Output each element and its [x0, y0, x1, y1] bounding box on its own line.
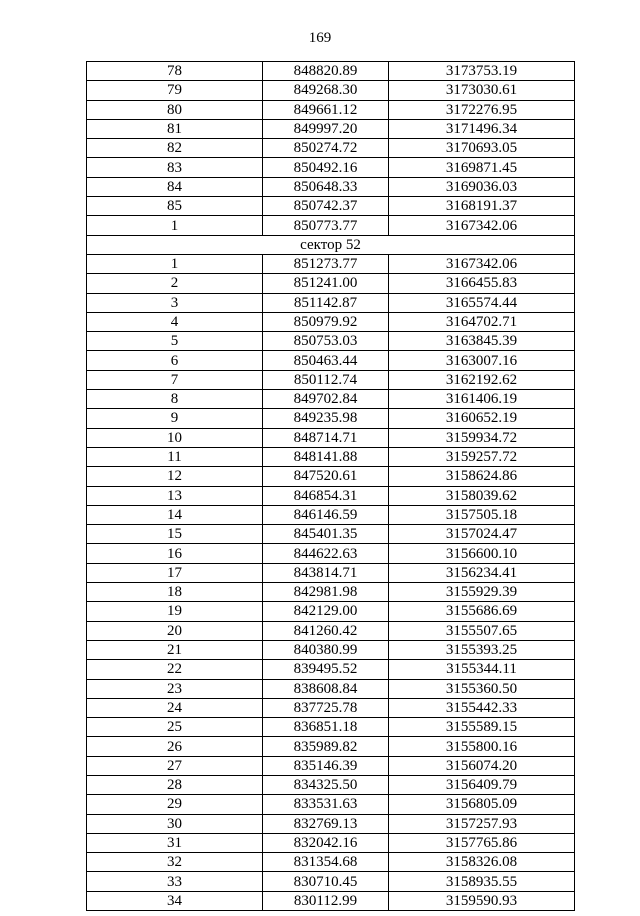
point-number-cell: 28	[87, 775, 263, 794]
y-coordinate-cell: 3165574.44	[389, 293, 575, 312]
x-coordinate-cell: 835146.39	[263, 756, 389, 775]
x-coordinate-cell: 850112.74	[263, 370, 389, 389]
table-row	[87, 274, 575, 293]
x-coordinate-cell: 831354.68	[263, 853, 389, 872]
point-number-cell: 26	[87, 737, 263, 756]
x-coordinate-cell: 850274.72	[263, 139, 389, 158]
x-coordinate-cell: 850753.03	[263, 332, 389, 351]
y-coordinate-cell: 3158039.62	[389, 486, 575, 505]
x-coordinate-cell: 847520.61	[263, 467, 389, 486]
y-coordinate-cell: 3169036.03	[389, 177, 575, 196]
x-coordinate-cell: 830112.99	[263, 891, 389, 910]
point-number-cell: 17	[87, 563, 263, 582]
table-row	[87, 409, 575, 428]
table-row	[87, 544, 575, 563]
point-number-cell: 13	[87, 486, 263, 505]
y-coordinate-cell: 3155800.16	[389, 737, 575, 756]
point-number-cell: 3	[87, 293, 263, 312]
table-row	[87, 756, 575, 775]
table-row	[87, 293, 575, 312]
x-coordinate-cell: 830710.45	[263, 872, 389, 891]
table-row	[87, 216, 575, 235]
table-row	[87, 853, 575, 872]
point-number-cell: 20	[87, 621, 263, 640]
y-coordinate-cell: 3157765.86	[389, 833, 575, 852]
x-coordinate-cell: 834325.50	[263, 775, 389, 794]
y-coordinate-cell: 3163007.16	[389, 351, 575, 370]
point-number-cell: 34	[87, 891, 263, 910]
table-row	[87, 718, 575, 737]
table-row	[87, 62, 575, 81]
point-number-cell: 80	[87, 100, 263, 119]
x-coordinate-cell: 832042.16	[263, 833, 389, 852]
x-coordinate-cell: 848714.71	[263, 428, 389, 447]
table-row	[87, 351, 575, 370]
y-coordinate-cell: 3155344.11	[389, 660, 575, 679]
y-coordinate-cell: 3155686.69	[389, 602, 575, 621]
x-coordinate-cell: 835989.82	[263, 737, 389, 756]
y-coordinate-cell: 3158624.86	[389, 467, 575, 486]
point-number-cell: 15	[87, 525, 263, 544]
point-number-cell: 8	[87, 390, 263, 409]
table-row	[87, 447, 575, 466]
x-coordinate-cell: 839495.52	[263, 660, 389, 679]
table-row	[87, 525, 575, 544]
table-row	[87, 640, 575, 659]
point-number-cell: 10	[87, 428, 263, 447]
table-row	[87, 428, 575, 447]
point-number-cell: 14	[87, 505, 263, 524]
table-row	[87, 698, 575, 717]
x-coordinate-cell: 851241.00	[263, 274, 389, 293]
y-coordinate-cell: 3156074.20	[389, 756, 575, 775]
y-coordinate-cell: 3164702.71	[389, 312, 575, 331]
point-number-cell: 4	[87, 312, 263, 331]
y-coordinate-cell: 3170693.05	[389, 139, 575, 158]
point-number-cell: 33	[87, 872, 263, 891]
y-coordinate-cell: 3156600.10	[389, 544, 575, 563]
point-number-cell: 32	[87, 853, 263, 872]
x-coordinate-cell: 848141.88	[263, 447, 389, 466]
y-coordinate-cell: 3155589.15	[389, 718, 575, 737]
y-coordinate-cell: 3157505.18	[389, 505, 575, 524]
table-row	[87, 505, 575, 524]
y-coordinate-cell: 3156409.79	[389, 775, 575, 794]
x-coordinate-cell: 838608.84	[263, 679, 389, 698]
x-coordinate-cell: 833531.63	[263, 795, 389, 814]
y-coordinate-cell: 3158935.55	[389, 872, 575, 891]
x-coordinate-cell: 849235.98	[263, 409, 389, 428]
y-coordinate-cell: 3167342.06	[389, 254, 575, 273]
x-coordinate-cell: 850648.33	[263, 177, 389, 196]
point-number-cell: 27	[87, 756, 263, 775]
y-coordinate-cell: 3173030.61	[389, 81, 575, 100]
point-number-cell: 2	[87, 274, 263, 293]
y-coordinate-cell: 3155929.39	[389, 583, 575, 602]
y-coordinate-cell: 3173753.19	[389, 62, 575, 81]
table-row	[87, 81, 575, 100]
y-coordinate-cell: 3158326.08	[389, 853, 575, 872]
point-number-cell: 85	[87, 197, 263, 216]
y-coordinate-cell: 3171496.34	[389, 119, 575, 138]
x-coordinate-cell: 848820.89	[263, 62, 389, 81]
y-coordinate-cell: 3156234.41	[389, 563, 575, 582]
y-coordinate-cell: 3155442.33	[389, 698, 575, 717]
table-row	[87, 795, 575, 814]
x-coordinate-cell: 844622.63	[263, 544, 389, 563]
point-number-cell: 22	[87, 660, 263, 679]
point-number-cell: 82	[87, 139, 263, 158]
table-row	[87, 177, 575, 196]
table-row	[87, 775, 575, 794]
table-row	[87, 486, 575, 505]
table-row	[87, 370, 575, 389]
point-number-cell: 1	[87, 216, 263, 235]
table-row	[87, 563, 575, 582]
x-coordinate-cell: 841260.42	[263, 621, 389, 640]
point-number-cell: 5	[87, 332, 263, 351]
point-number-cell: 16	[87, 544, 263, 563]
table-row	[87, 583, 575, 602]
coordinates-table	[86, 61, 575, 911]
point-number-cell: 30	[87, 814, 263, 833]
section-title: сектор 52	[87, 235, 575, 254]
x-coordinate-cell: 849661.12	[263, 100, 389, 119]
point-number-cell: 79	[87, 81, 263, 100]
point-number-cell: 1	[87, 254, 263, 273]
table-row	[87, 621, 575, 640]
table-row	[87, 197, 575, 216]
point-number-cell: 7	[87, 370, 263, 389]
x-coordinate-cell: 850742.37	[263, 197, 389, 216]
y-coordinate-cell: 3159590.93	[389, 891, 575, 910]
y-coordinate-cell: 3157024.47	[389, 525, 575, 544]
x-coordinate-cell: 850979.92	[263, 312, 389, 331]
y-coordinate-cell: 3155507.65	[389, 621, 575, 640]
x-coordinate-cell: 843814.71	[263, 563, 389, 582]
table-row	[87, 467, 575, 486]
x-coordinate-cell: 832769.13	[263, 814, 389, 833]
y-coordinate-cell: 3159257.72	[389, 447, 575, 466]
x-coordinate-cell: 850773.77	[263, 216, 389, 235]
point-number-cell: 25	[87, 718, 263, 737]
table-row	[87, 100, 575, 119]
x-coordinate-cell: 849997.20	[263, 119, 389, 138]
y-coordinate-cell: 3167342.06	[389, 216, 575, 235]
table-row	[87, 390, 575, 409]
point-number-cell: 6	[87, 351, 263, 370]
y-coordinate-cell: 3172276.95	[389, 100, 575, 119]
point-number-cell: 11	[87, 447, 263, 466]
page-number: 169	[308, 30, 332, 46]
table-row	[87, 814, 575, 833]
table-row	[87, 332, 575, 351]
table-row	[87, 254, 575, 273]
section-header-row	[87, 235, 575, 254]
x-coordinate-cell: 849268.30	[263, 81, 389, 100]
y-coordinate-cell: 3169871.45	[389, 158, 575, 177]
x-coordinate-cell: 845401.35	[263, 525, 389, 544]
y-coordinate-cell: 3160652.19	[389, 409, 575, 428]
x-coordinate-cell: 842981.98	[263, 583, 389, 602]
x-coordinate-cell: 836851.18	[263, 718, 389, 737]
x-coordinate-cell: 837725.78	[263, 698, 389, 717]
y-coordinate-cell: 3163845.39	[389, 332, 575, 351]
table-row	[87, 602, 575, 621]
point-number-cell: 9	[87, 409, 263, 428]
point-number-cell: 78	[87, 62, 263, 81]
table-row	[87, 139, 575, 158]
x-coordinate-cell: 842129.00	[263, 602, 389, 621]
table-row	[87, 158, 575, 177]
point-number-cell: 12	[87, 467, 263, 486]
y-coordinate-cell: 3161406.19	[389, 390, 575, 409]
x-coordinate-cell: 849702.84	[263, 390, 389, 409]
x-coordinate-cell: 846854.31	[263, 486, 389, 505]
coordinates-table-body	[87, 62, 575, 911]
table-row	[87, 679, 575, 698]
point-number-cell: 81	[87, 119, 263, 138]
point-number-cell: 19	[87, 602, 263, 621]
y-coordinate-cell: 3159934.72	[389, 428, 575, 447]
y-coordinate-cell: 3168191.37	[389, 197, 575, 216]
y-coordinate-cell: 3157257.93	[389, 814, 575, 833]
x-coordinate-cell: 850463.44	[263, 351, 389, 370]
point-number-cell: 18	[87, 583, 263, 602]
point-number-cell: 21	[87, 640, 263, 659]
point-number-cell: 83	[87, 158, 263, 177]
table-row	[87, 119, 575, 138]
x-coordinate-cell: 851142.87	[263, 293, 389, 312]
y-coordinate-cell: 3156805.09	[389, 795, 575, 814]
table-row	[87, 891, 575, 910]
point-number-cell: 23	[87, 679, 263, 698]
x-coordinate-cell: 850492.16	[263, 158, 389, 177]
y-coordinate-cell: 3155360.50	[389, 679, 575, 698]
point-number-cell: 84	[87, 177, 263, 196]
point-number-cell: 29	[87, 795, 263, 814]
x-coordinate-cell: 851273.77	[263, 254, 389, 273]
point-number-cell: 24	[87, 698, 263, 717]
x-coordinate-cell: 840380.99	[263, 640, 389, 659]
y-coordinate-cell: 3162192.62	[389, 370, 575, 389]
table-row	[87, 833, 575, 852]
point-number-cell: 31	[87, 833, 263, 852]
x-coordinate-cell: 846146.59	[263, 505, 389, 524]
y-coordinate-cell: 3155393.25	[389, 640, 575, 659]
table-row	[87, 872, 575, 891]
table-row	[87, 312, 575, 331]
y-coordinate-cell: 3166455.83	[389, 274, 575, 293]
table-row	[87, 737, 575, 756]
table-row	[87, 660, 575, 679]
